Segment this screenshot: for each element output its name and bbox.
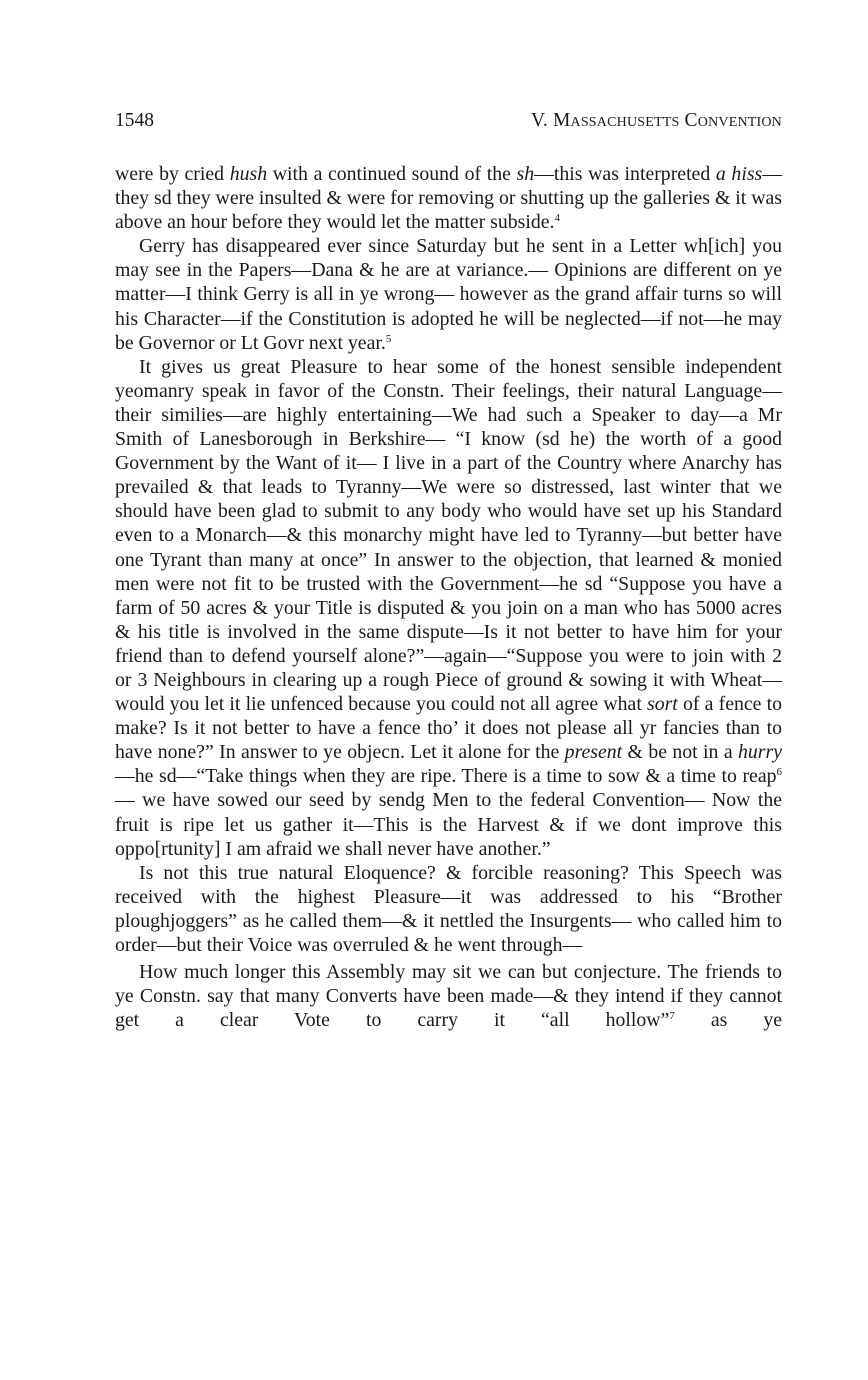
- text-run: —they sd they were insulted & were for removing or shutting up the galleries & it was above an hour before they would let the matter subside.: [115, 163, 782, 234]
- paragraph: [115, 960, 782, 1032]
- running-head: [115, 110, 782, 140]
- text-run: —he sd—“Take things when they are ripe. There is a time to sow & a time to reap: [115, 765, 777, 788]
- text-run: It gives us great Pleasure to hear some of the honest sensible independent yeomanry speak in favor of the Constn. Their feelings, their natural Language—their similies—are highly entertaining—We had such a Speaker to day—a Mr Smith of Lanesborough in Berkshire— “I know (sd he) the worth of a good Government by the Want of it— I live in a part of the Country where Anarchy has prevailed & that leads to Tyranny—We were so distressed, last winter that we should have been glad to submit to any body who would have set up his Standard even to a Monarch—& this monarchy might have led to Tyranny—but better have one Tyrant than many at once” In answer to the objection, that learned & monied men were not fit to be trusted with the Government—he sd “Suppose you have a farm of 50 acres & your Title is disputed & you join on a man who has 5000 acres & his title is involved in the same dispute—Is it not better to have him for your friend than to defend yourself alone?”—again—“Suppose you were to join with 2 or 3 Neighbours in clearing up a rough Piece of ground & sowing it with Wheat—would you let it lie unfenced because you could not all agree what: [115, 355, 782, 716]
- text-run: How much longer this Assembly may sit we can but conjecture. The friends to ye Constn. say that many Converts have been made—& they intend if they cannot get a clear Vote to carry it “all hollow”: [115, 961, 782, 1032]
- footnote-ref: 6: [776, 766, 782, 779]
- footnote-ref: 4: [554, 212, 560, 225]
- italic-text: hurry: [738, 741, 782, 764]
- book-page: [115, 110, 782, 1032]
- text-run: Is not this true natural Eloquence? & forcible reasoning? This Speech was received with the highest Pleasure—it was addressed to his “Brother ploughjoggers” as he called them—& it nettled the Insurgents— who called him to order—but their Voice was overruled & he went through—: [115, 861, 782, 956]
- text-run: were by cried: [115, 163, 230, 185]
- running-title: V. Massachusetts Convention: [531, 110, 782, 131]
- text-run: — we have sowed our seed by sendg Men to the federal Convention— Now the fruit is ripe let us gather it—This is the Harvest & if we dont improve this oppo[rtunity] I am afraid we shall never have another.”: [115, 789, 782, 860]
- paragraph: [115, 162, 782, 234]
- paragraph: [115, 861, 782, 957]
- paragraph: [115, 234, 782, 354]
- body-text: [115, 162, 782, 1032]
- italic-text: hush: [229, 163, 268, 185]
- italic-text: present: [564, 741, 623, 764]
- paragraph: [115, 355, 782, 861]
- text-run: with a continued sound of the: [267, 163, 517, 185]
- italic-text: sort: [647, 693, 678, 716]
- footnote-ref: 7: [669, 1010, 675, 1023]
- footnote-ref: 5: [385, 332, 392, 345]
- text-run: —this was interpreted: [534, 163, 716, 185]
- italic-text: sh: [516, 163, 535, 185]
- page-number: 1548: [115, 110, 154, 131]
- italic-text: a hiss: [715, 163, 763, 185]
- text-run: as ye: [674, 1009, 782, 1032]
- text-run: Gerry has disappeared ever since Saturday but he sent in a Letter wh[ich] you may see in the Papers—Dana & he are at variance.— Opinions are different on ye matter—I think Gerry is all in ye wrong— however as the grand affair turns so will his Character—if the Constitution is adopted he will be neglected—if not—he may be Governor or Lt Govr next year.: [115, 235, 782, 354]
- text-run: & be not in a: [622, 741, 739, 764]
- text-run: of a fence to make? Is it not better to have a fence tho’ it does not please all yr fancies than to have none?” In answer to ye objecn. Let it alone for the: [115, 693, 782, 764]
